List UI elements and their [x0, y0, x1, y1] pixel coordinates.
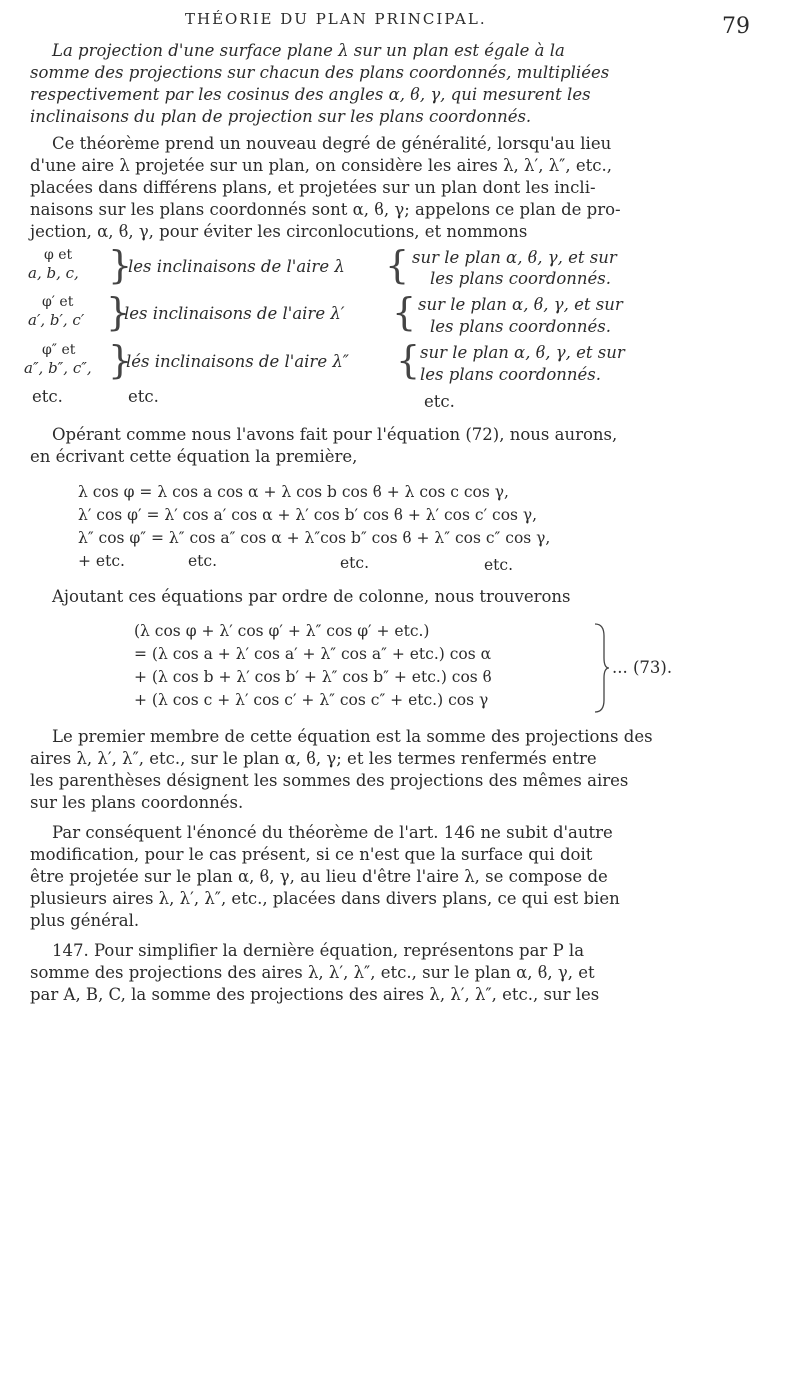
text-line: être projetée sur le plan α, ϐ, γ, au lieu d'être l'aire λ, se compose de	[30, 867, 608, 886]
definition-symbol: a, b, c,	[28, 264, 79, 282]
text-line: plusieurs aires λ, λ′, λ″, etc., placées dans divers plans, ce qui est bien	[30, 889, 620, 908]
etc-text: etc.	[128, 387, 159, 406]
text-line: Par conséquent l'énoncé du théorème de l'art. 146 ne subit d'autre	[52, 823, 613, 842]
right-brace-icon: }	[108, 243, 133, 287]
definition-right: sur le plan α, ϐ, γ, et sur	[418, 295, 623, 314]
text-line: inclinaisons du plan de projection sur les plans coordonnés.	[30, 107, 532, 126]
etc-text: etc.	[32, 387, 63, 406]
text-line: les parenthèses désignent les sommes des projections des mêmes aires	[30, 771, 629, 790]
adding-line: Ajoutant ces équations par ordre de colonne, nous trouverons	[52, 587, 571, 606]
text-line: naisons sur les plans coordonnés sont α, ϐ, γ; appelons ce plan de pro-	[30, 200, 621, 219]
definition-symbol: φ et	[44, 247, 73, 263]
etc-text: etc.	[484, 556, 514, 574]
definition-right: les plans coordonnés.	[430, 317, 611, 336]
right-brace-icon	[592, 622, 610, 714]
definition-right: les plans coordonnés.	[420, 365, 601, 384]
text-line: 147. Pour simplifier la dernière équation, représentons par P la	[52, 941, 585, 960]
definition-symbol: a′, b′, c′	[28, 311, 85, 329]
left-brace-icon: {	[385, 243, 410, 287]
text-line: Opérant comme nous l'avons fait pour l'équation (72), nous aurons,	[52, 425, 618, 444]
definition-middle: les inclinaisons de l'aire λ′	[124, 304, 345, 323]
definition-middle: lés inclinaisons de l'aire λ″	[126, 352, 349, 371]
equation-line: (λ cos φ + λ′ cos φ′ + λ″ cos φ′ + etc.)	[134, 622, 430, 640]
definition-symbol: φ′ et	[42, 294, 74, 310]
text-line: Le premier membre de cette équation est la somme des projections des	[52, 727, 653, 746]
text-line: plus général.	[30, 911, 140, 930]
definition-symbol: a″, b″, c″,	[24, 359, 92, 377]
definition-right: sur le plan α, ϐ, γ, et sur	[412, 248, 617, 267]
running-title: THÉORIE DU PLAN PRINCIPAL.	[185, 10, 487, 28]
equation-line: λ′ cos φ′ = λ′ cos a′ cos α + λ′ cos b′ cos ϐ + λ′ cos c′ cos γ,	[78, 506, 538, 524]
text-line: modification, pour le cas présent, si ce n'est que la surface qui doit	[30, 845, 593, 864]
text-line: somme des projections des aires λ, λ′, λ″, etc., sur le plan α, ϐ, γ, et	[30, 963, 595, 982]
left-brace-icon: {	[392, 290, 417, 334]
text-line: aires λ, λ′, λ″, etc., sur le plan α, ϐ, γ; et les termes renfermés entre	[30, 749, 597, 768]
equation-line: + (λ cos c + λ′ cos c′ + λ″ cos c″ + etc.) cos γ	[134, 691, 489, 709]
right-brace-icon: }	[108, 338, 133, 382]
right-brace-icon: }	[106, 290, 131, 334]
definition-symbol: φ″ et	[42, 342, 76, 358]
text-line: par A, B, C, la somme des projections des aires λ, λ′, λ″, etc., sur les	[30, 985, 600, 1004]
etc-text: + etc.	[78, 552, 125, 570]
definition-right: sur le plan α, ϐ, γ, et sur	[420, 343, 625, 362]
text-line: en écrivant cette équation la première,	[30, 447, 358, 466]
etc-text: etc.	[188, 552, 218, 570]
text-line: Ce théorème prend un nouveau degré de généralité, lorsqu'au lieu	[52, 134, 612, 153]
definition-middle: les inclinaisons de l'aire λ	[128, 257, 345, 276]
text-line: d'une aire λ projetée sur un plan, on considère les aires λ, λ′, λ″, etc.,	[30, 156, 612, 175]
equation-line: + (λ cos b + λ′ cos b′ + λ″ cos b″ + etc.) cos ϐ	[134, 668, 492, 686]
text-line: sur les plans coordonnés.	[30, 793, 244, 812]
equation-line: λ″ cos φ″ = λ″ cos a″ cos α + λ″cos b″ cos ϐ + λ″ cos c″ cos γ,	[78, 529, 551, 547]
text-line: respectivement par les cosinus des angles α, ϐ, γ, qui mesurent les	[30, 85, 591, 104]
equation-number: ... (73).	[612, 658, 673, 677]
text-line: placées dans différens plans, et projetées sur un plan dont les incli-	[30, 178, 596, 197]
equation-line: λ cos φ = λ cos a cos α + λ cos b cos ϐ + λ cos c cos γ,	[78, 483, 509, 501]
etc-text: etc.	[340, 554, 370, 572]
text-line: La projection d'une surface plane λ sur un plan est égale à la	[52, 41, 565, 60]
text-line: jection, α, ϐ, γ, pour éviter les circonlocutions, et nommons	[30, 222, 528, 241]
text-line: somme des projections sur chacun des plans coordonnés, multipliées	[30, 63, 610, 82]
page-number: 79	[722, 14, 750, 39]
equation-line: = (λ cos a + λ′ cos a′ + λ″ cos a″ + etc.) cos α	[134, 645, 492, 663]
left-brace-icon: {	[396, 338, 421, 382]
etc-text: etc.	[424, 392, 455, 411]
definition-right: les plans coordonnés.	[430, 269, 611, 288]
